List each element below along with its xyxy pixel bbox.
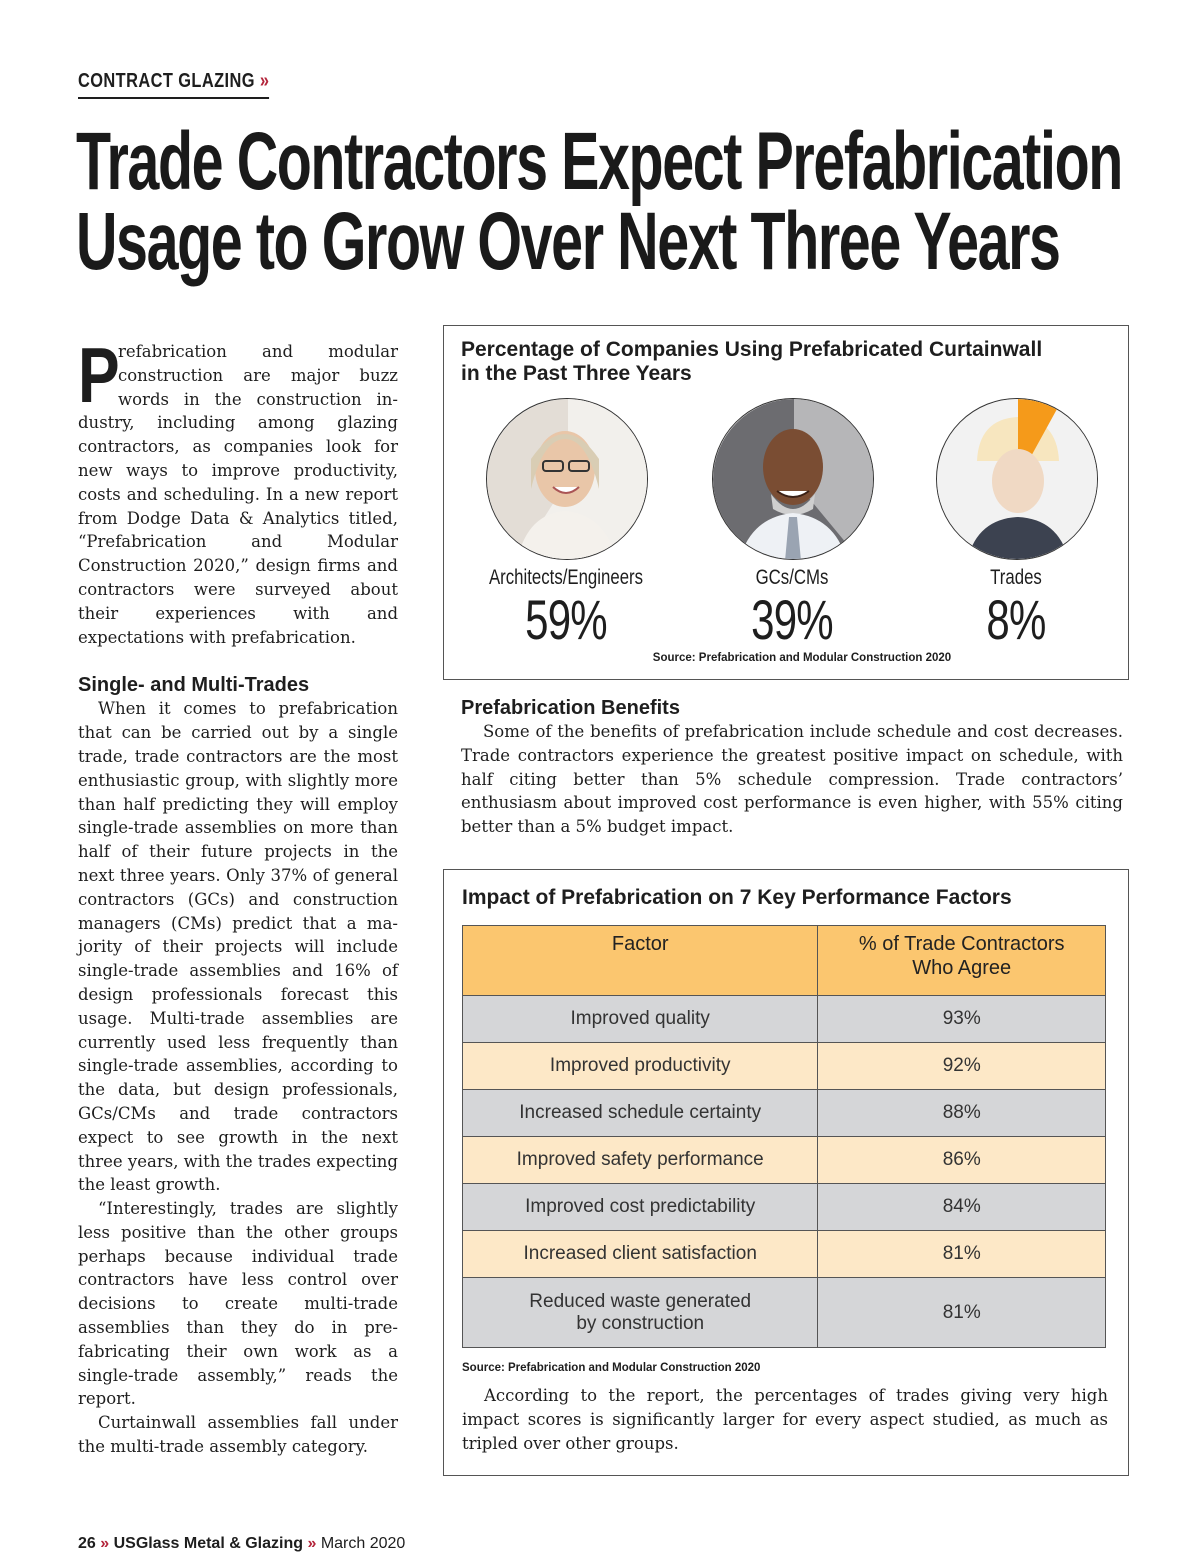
factor-cell: Increased client satisfaction [463,1231,818,1278]
table-row [463,1090,1106,1137]
section-label-text: CONTRACT GLAZING [78,70,255,92]
factor-line-1: Reduced waste generated [529,1290,752,1312]
pie-architects [486,398,648,560]
chevron-icon: » [100,1535,110,1552]
prefab-curtainwall-chart [443,325,1129,680]
header-percent [818,926,1106,996]
dropcap: P [78,331,120,419]
chart-source: Source: Prefabrication and Modular Construction 2020 [652,652,952,664]
portrait-face [992,449,1044,513]
table-row [463,996,1106,1043]
label-trades: Trades [990,566,1042,589]
intro-paragraph [78,331,398,649]
value-gcs: 39% [751,588,833,651]
factor-line-2: by construction [576,1312,705,1334]
publication-name: USGlass Metal & Glazing [113,1535,303,1552]
percent-cell: 81% [818,1231,1106,1278]
kpi-table [462,925,1106,1348]
factor-cell [463,1278,818,1348]
kpi-table-source: Source: Prefabrication and Modular Construction 2020 [462,1362,761,1374]
chevron-icon: » [259,70,270,92]
table-row [463,1278,1106,1348]
subhead-single-multi-trades: Single- and Multi-Trades [78,674,310,697]
headline-line-1: Trade Contractors Expect Prefabrication [76,116,1122,207]
label-architects: Architects/Engineers [488,566,644,589]
pie-architects-svg [487,399,648,560]
header-percent-line-1: % of Trade Contractors [858,933,1065,955]
benefits-text: Some of the benefits of prefabrication include schedule and cost decreases. Trade contractors experience the greatest positive impact on schedule, with half citing better than 5% schedule compression. Trade contractors’ enthusiasm about improved cost performance is even higher, with 55% citing better than a 5% budget impact. [461,722,1123,837]
headline [76,116,1122,287]
kpi-table-header [463,926,1106,996]
percent-cell: 84% [818,1184,1106,1231]
table-row [463,1043,1106,1090]
pie-trades-svg [937,399,1098,560]
left-column [78,331,398,1459]
percent-cell: 88% [818,1090,1106,1137]
pie-gcs [712,398,874,560]
table-row [463,1137,1106,1184]
body-paragraph-3: Curtainwall assemblies fall under the multi-trade assembly category. [78,1413,398,1457]
benefits-section [461,696,1123,839]
header-percent-line-2: Who Agree [912,957,1012,979]
factor-cell: Improved productivity [463,1043,818,1090]
headline-line-2: Usage to Grow Over Next Three Years [76,196,1060,287]
pie-trades [936,398,1098,560]
value-architects: 59% [525,588,607,651]
page-footer [78,1535,405,1553]
body-paragraph-2: “Interestingly, trades are slightly less positive than the other groups perhaps because individual trade contractors have less control over decisions to create multi-trade assemblies than they do in prefabricating their own work as a single-trade assembly,” reads the report. [78,1199,398,1409]
benefits-heading: Prefabrication Benefits [461,697,680,719]
body-paragraph-1: When it comes to prefabrication that can be carried out by a single trade, trade contractors are the most enthusiastic group, with slightly more than half predicting they will employ single-trade assemblies on more than half of their future projects in the next three years. Only 37% of general contractors (GCs) and construction managers (CMs) predict that a majority of their projects will include single-trade assemblies and 16% of design professionals forecast this usage. Multi-trade assemblies are currently used less frequently than single-trade assemblies, according to the data, but design professionals, GCs/CMs and trade contractors expect to see growth in the next three years, with the trades expecting the least growth. [78,699,398,1195]
header-factor: Factor [463,926,818,996]
issue-date: March 2020 [320,1535,406,1552]
value-trades: 8% [986,588,1046,651]
factor-cell: Increased schedule certainty [463,1090,818,1137]
percent-cell: 81% [818,1278,1106,1348]
kpi-table-note: According to the report, the percentages of trades giving very high impact scores is significantly larger for every aspect studied, as much as tripled over other groups. [462,1386,1108,1453]
chevron-icon: » [307,1535,317,1552]
factor-cell: Improved safety performance [463,1137,818,1184]
percent-cell: 86% [818,1137,1106,1184]
kpi-table-box [443,869,1129,1476]
factor-cell: Improved quality [463,996,818,1043]
pie-gcs-svg [713,399,874,560]
table-row [463,1231,1106,1278]
percent-cell: 92% [818,1043,1106,1090]
chart-title: Percentage of Companies Using Prefabricated Curtainwall in the Past Three Years [461,338,1043,385]
intro-text: refabrication and modular construction are major buzz words in the construction industry, including among glazing contractors, as companies look for new ways to improve productivity, costs and scheduling. In a new report from Dodge Data & Analytics titled, “Prefabrication and Modular Construction 2020,” design firms and contractors were surveyed about their experiences with and expectations with prefabrication. [78,342,398,647]
factor-cell: Improved cost predictability [463,1184,818,1231]
page-number: 26 [78,1535,96,1552]
table-row [463,1184,1106,1231]
kpi-table-title: Impact of Prefabrication on 7 Key Performance Factors [462,886,1012,909]
section-label [78,70,269,99]
label-gcs: GCs/CMs [755,566,829,589]
percent-cell: 93% [818,996,1106,1043]
